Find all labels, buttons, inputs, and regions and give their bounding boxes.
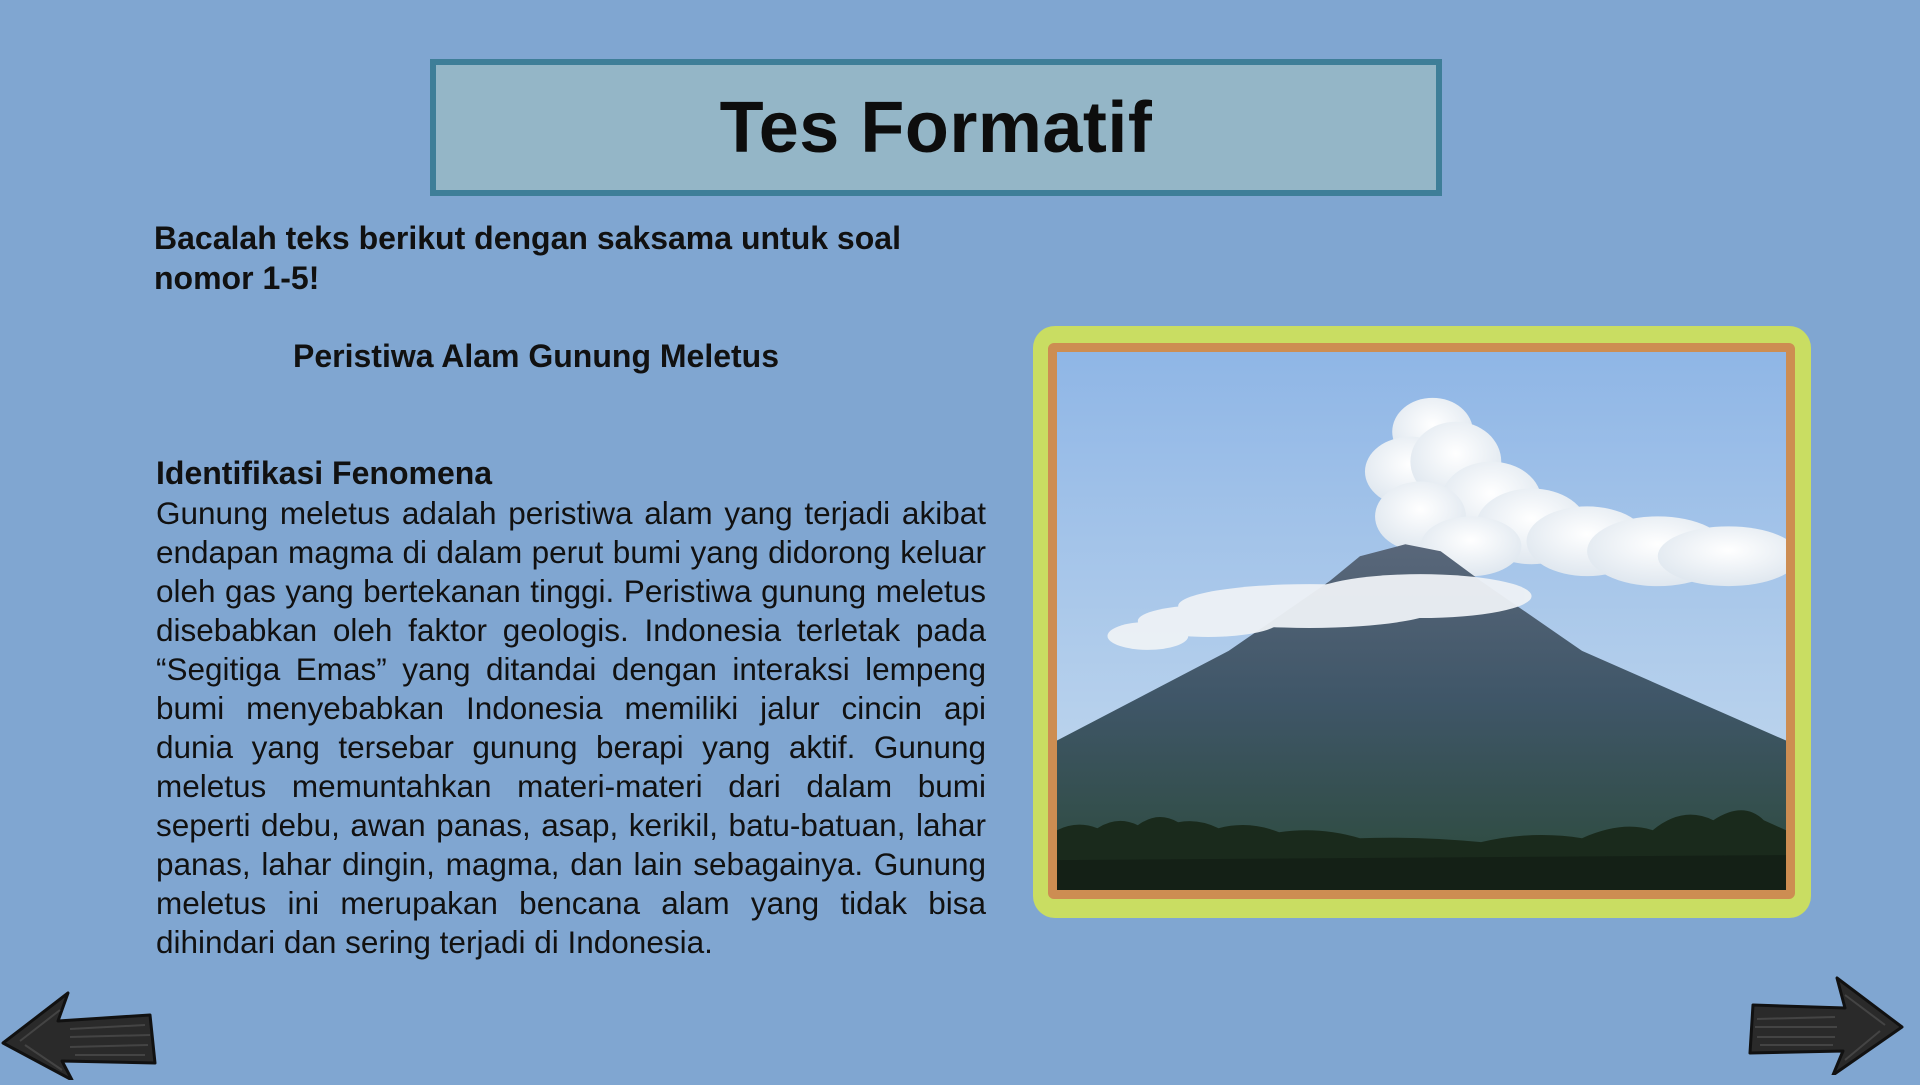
- title-box: [430, 59, 1442, 196]
- article-title: Peristiwa Alam Gunung Meletus: [293, 338, 780, 374]
- section-heading: Identifikasi Fenomena: [156, 455, 493, 491]
- volcano-photo-frame: [1033, 326, 1811, 918]
- instruction-text: Bacalah teks berikut dengan saksama untuk soal nomor 1-5!: [154, 220, 901, 296]
- prev-slide-button[interactable]: [0, 985, 160, 1080]
- slide-title: Tes Formatif: [719, 87, 1153, 168]
- arrow-right-icon: [1745, 975, 1905, 1075]
- arrow-left-icon: [0, 985, 160, 1080]
- volcano-photo: [1048, 343, 1795, 899]
- body-paragraph: Gunung meletus adalah peristiwa alam yang terjadi akibat endapan magma di dalam perut bumi yang didorong keluar oleh gas yang bertekanan tinggi. Peristiwa gunung meletus disebabkan oleh faktor geologis. Indonesia terletak pada “Segitiga Emas” yang ditandai dengan interaksi lempeng bumi menyebabkan Indonesia memiliki jalur cincin api dunia yang tersebar gunung berapi yang aktif. Gunung meletus memuntahkan materi-materi dari dalam bumi seperti debu, awan panas, asap, kerikil, batu-batuan, lahar panas, lahar dingin, magma, dan lain sebagainya. Gunung meletus ini merupakan bencana alam yang tidak bisa dihindari dan sering terjadi di Indonesia.: [156, 495, 986, 960]
- volcano-illustration: [1057, 352, 1786, 890]
- next-slide-button[interactable]: [1745, 975, 1905, 1075]
